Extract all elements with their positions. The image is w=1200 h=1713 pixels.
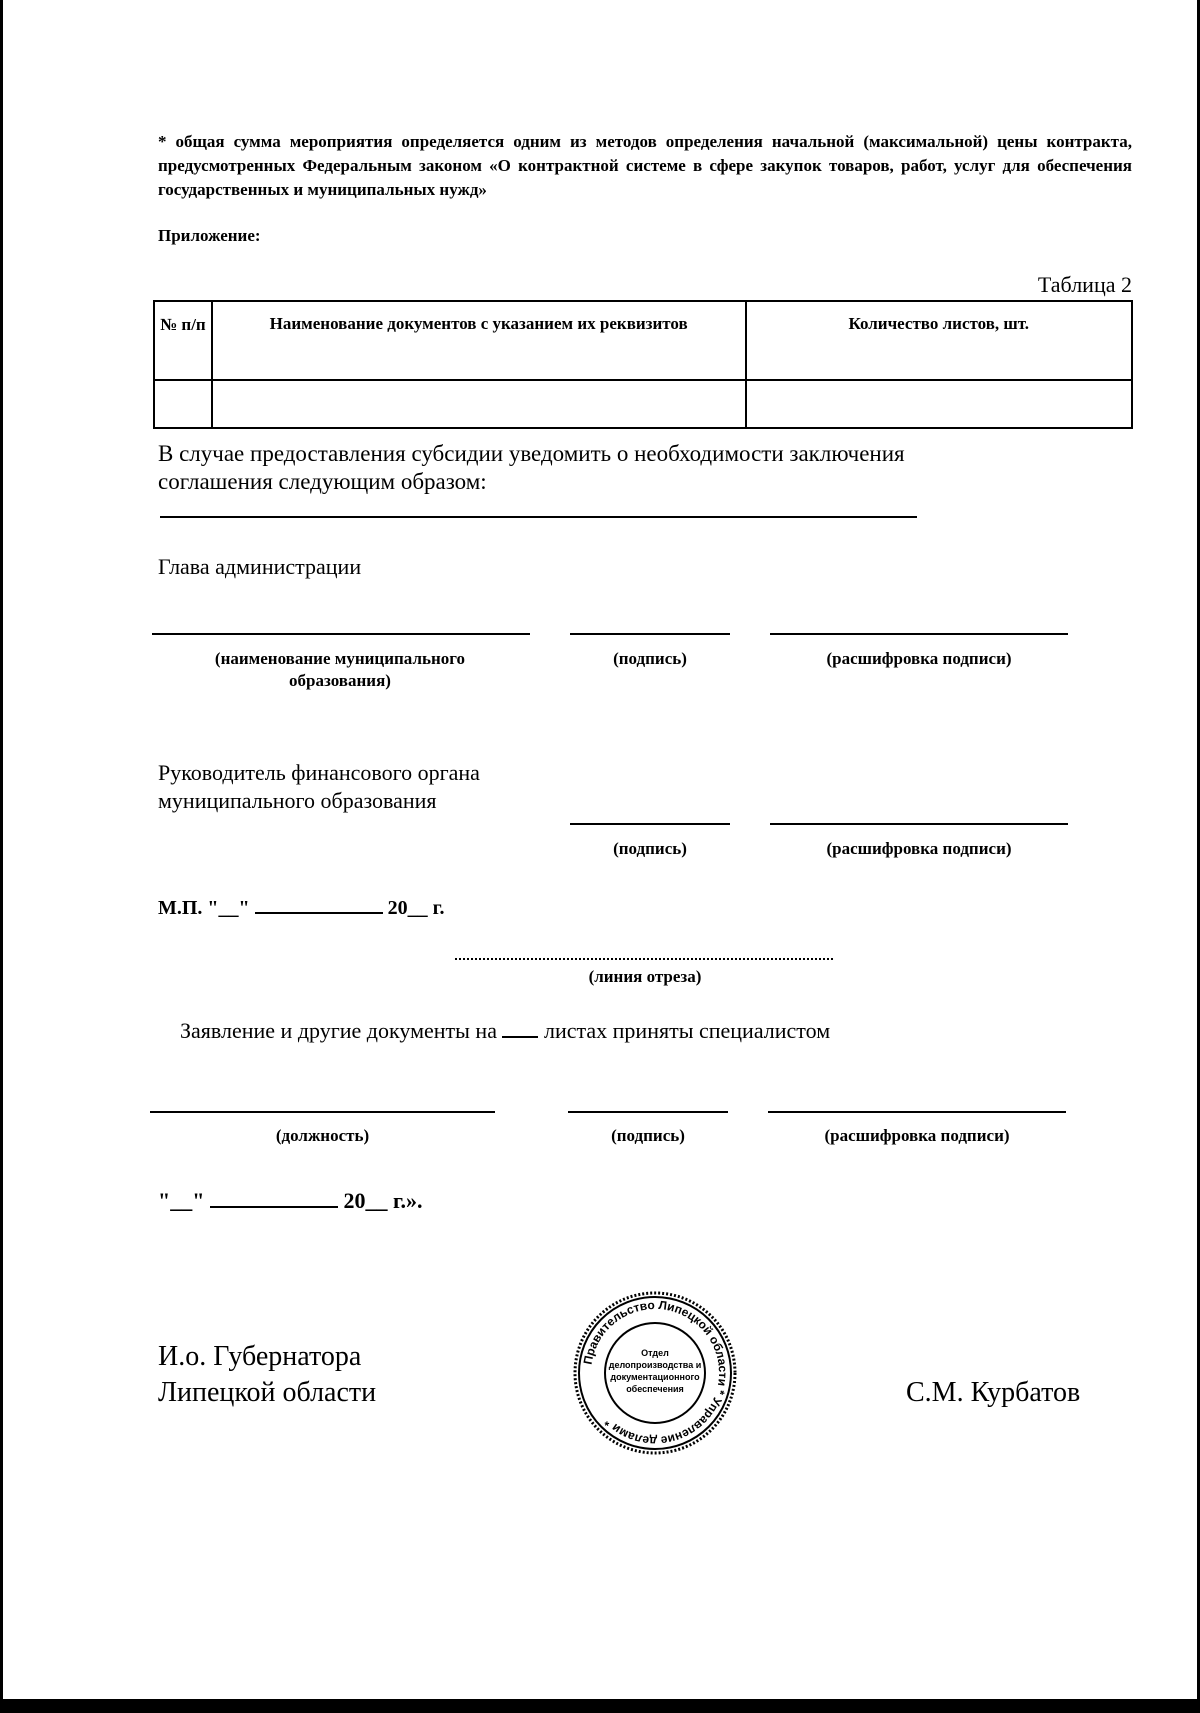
signature-decode-blank-line[interactable] — [770, 633, 1068, 635]
finance-head-title-1: Руководитель финансового органа — [158, 760, 480, 785]
mp-date — [158, 894, 444, 920]
finance-signature-blank-line[interactable] — [570, 823, 730, 825]
svg-text:документационного: документационного — [610, 1372, 700, 1382]
specialist-signature-blank-line[interactable] — [568, 1111, 728, 1113]
received-text-after: листах приняты специалистом — [543, 1018, 831, 1043]
mp-date-prefix: М.П. "__" — [158, 897, 250, 919]
official-stamp — [570, 1288, 740, 1458]
cell-number[interactable] — [154, 380, 212, 428]
specialist-caption-decode: (расшифровка подписи) — [824, 1126, 1010, 1145]
svg-text:Отдел: Отдел — [641, 1348, 669, 1358]
svg-text:обеспечения: обеспечения — [626, 1384, 684, 1394]
page-edge-left — [0, 0, 3, 1713]
svg-text:делопроизводства и: делопроизводства и — [608, 1360, 702, 1370]
signature-blank-line[interactable] — [570, 633, 730, 635]
head-of-admin-title: Глава администрации — [158, 554, 362, 579]
header-count: Количество листов, шт. — [746, 301, 1132, 380]
caption-signature: (подпись) — [613, 649, 687, 668]
footnote: * общая сумма мероприятия определяется одним из методов определения начальной (максимальной) цены контракта, предусмотренных Федеральным законом «О контрактной системе в сфере закупок товаров, работ, услуг для обеспечения государственных и муниципальных нужд» — [158, 132, 1132, 199]
table-header-row — [154, 301, 1132, 380]
stamp-ring-text: Правительство Липецкой области * Управление делами * — [580, 1297, 731, 1449]
specialist-caption-signature: (подпись) — [611, 1126, 685, 1145]
table-caption: Таблица 2 — [1037, 272, 1132, 297]
received-text-before: Заявление и другие документы на — [180, 1018, 497, 1043]
sheets-count-blank[interactable] — [502, 1014, 538, 1038]
caption-signature-decode: (расшифровка подписи) — [826, 649, 1012, 668]
signatory-position-line2: Липецкой области — [158, 1377, 377, 1408]
stamp-center-text — [609, 1348, 702, 1394]
cut-line — [455, 958, 833, 960]
final-date-year: 20__ г.». — [343, 1188, 423, 1213]
signatory-name: С.М. Курбатов — [906, 1377, 1081, 1408]
mp-date-month-blank[interactable] — [255, 894, 383, 914]
final-date-prefix: "__" — [158, 1188, 205, 1213]
finance-decode-blank-line[interactable] — [770, 823, 1068, 825]
header-name: Наименование документов с указанием их реквизитов — [212, 301, 746, 380]
received-text — [180, 1014, 830, 1045]
caption-position: (должность) — [275, 1126, 370, 1145]
final-date — [158, 1188, 422, 1214]
specialist-decode-blank-line[interactable] — [768, 1111, 1066, 1113]
table-row — [154, 380, 1132, 428]
signatory-position-line1: И.о. Губернатора — [158, 1341, 362, 1372]
finance-head-title-2: муниципального образования — [158, 788, 437, 813]
caption-municipality: (наименование муниципального образования) — [214, 649, 466, 690]
signatory-position — [158, 1339, 376, 1411]
page-edge-bottom — [0, 1699, 1200, 1713]
final-date-month-blank[interactable] — [210, 1188, 338, 1208]
notify-text: В случае предоставления субсидии уведомить о необходимости заключения соглашения следующим образом: — [158, 441, 905, 494]
notify-blank-line[interactable] — [160, 516, 917, 518]
cell-count[interactable] — [746, 380, 1132, 428]
finance-caption-signature: (подпись) — [613, 839, 687, 858]
position-blank-line[interactable] — [150, 1111, 495, 1113]
header-number: № п/п — [154, 301, 212, 380]
cut-line-caption: (линия отреза) — [588, 967, 702, 986]
municipality-blank-line[interactable] — [152, 633, 530, 635]
appendix-label: Приложение: — [158, 226, 261, 245]
documents-table — [153, 300, 1133, 429]
cell-name[interactable] — [212, 380, 746, 428]
mp-date-year: 20__ г. — [387, 897, 445, 919]
finance-caption-decode: (расшифровка подписи) — [826, 839, 1012, 858]
